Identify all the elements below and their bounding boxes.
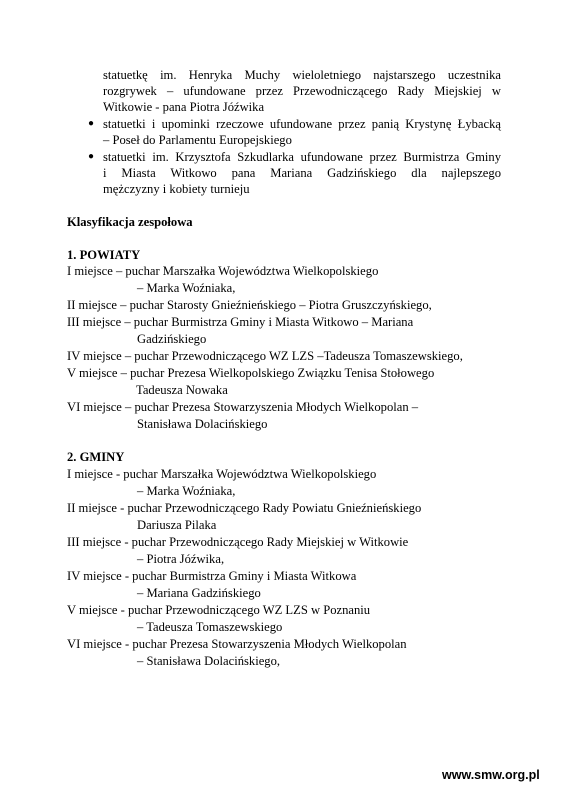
ranking-line: III miejsce – puchar Burmistrza Gminy i Miasta Witkowo – Mariana [67,315,414,329]
ranking-line: V miejsce – puchar Prezesa Wielkopolskiego Związku Tenisa Stołowego [67,366,435,380]
bullet-line: – Poseł do Parlamentu Europejskiego [103,133,292,147]
ranking-line: I miejsce - puchar Marszałka Województwa Wielkopolskiego [67,467,377,481]
ranking-line: VI miejsce - puchar Prezesa Stowarzyszenia Młodych Wielkopolan [67,637,407,651]
bullet-line: statuetkę im. Henryka Muchy wieloletniego najstarszego uczestnika [103,68,501,82]
ranking-line: II miejsce – puchar Starosty Gnieźnieńskiego – Piotra Gruszczyńskiego, [67,298,432,312]
ranking-line: Dariusza Pilaka [137,518,217,532]
bullet-line: mężczyzny i kobiety turnieju [103,182,250,196]
bullet-icon: ● [88,118,95,129]
bullet-line: statuetki i upominki rzeczowe ufundowane przez panią Krystynę Łybacką [103,117,501,131]
ranking-line: V miejsce - puchar Przewodniczącego WZ LZS w Poznaniu [67,603,371,617]
ranking-line: VI miejsce – puchar Prezesa Stowarzyszenia Młodych Wielkopolan – [67,400,419,414]
ranking-line: – Mariana Gadzińskiego [137,586,261,600]
bullet-line: Witkowie - pana Piotra Jóźwika [103,100,265,114]
ranking-line: – Marka Woźniaka, [137,484,236,498]
bullet-line: rozgrywek – ufundowane przez Przewodniczącego Rady Miejskiej w [103,84,501,98]
ranking-line: III miejsce - puchar Przewodniczącego Rady Miejskiej w Witkowie [67,535,409,549]
ranking-line: Gadzińskiego [137,332,207,346]
bullet-line: i Miasta Witkowo pana Mariana Gadzińskiego dla najlepszego [103,166,501,180]
ranking-line: Tadeusza Nowaka [136,383,228,397]
ranking-line: – Piotra Jóźwika, [137,552,225,566]
ranking-line: – Tadeusza Tomaszewskiego [137,620,283,634]
section-heading: Klasyfikacja zespołowa [67,215,193,229]
ranking-line: IV miejsce – puchar Przewodniczącego WZ LZS –Tadeusza Tomaszewskiego, [67,349,463,363]
ranking-line: – Marka Woźniaka, [137,281,236,295]
ranking-line: – Stanisława Dolacińskiego, [137,654,281,668]
bullet-line: statuetki im. Krzysztofa Szkudlarka ufundowane przez Burmistrza Gminy [103,150,501,164]
ranking-line: IV miejsce - puchar Burmistrza Gminy i Miasta Witkowa [67,569,357,583]
ranking-line: I miejsce – puchar Marszałka Województwa Wielkopolskiego [67,264,379,278]
ranking-line: Stanisława Dolacińskiego [137,417,268,431]
bullet-icon: ● [88,151,95,162]
subsection-title: 2. GMINY [67,450,125,464]
footer-url: www.smw.org.pl [442,768,540,782]
ranking-line: II miejsce - puchar Przewodniczącego Rady Powiatu Gnieźnieńskiego [67,501,422,515]
subsection-title: 1. POWIATY [67,248,141,262]
